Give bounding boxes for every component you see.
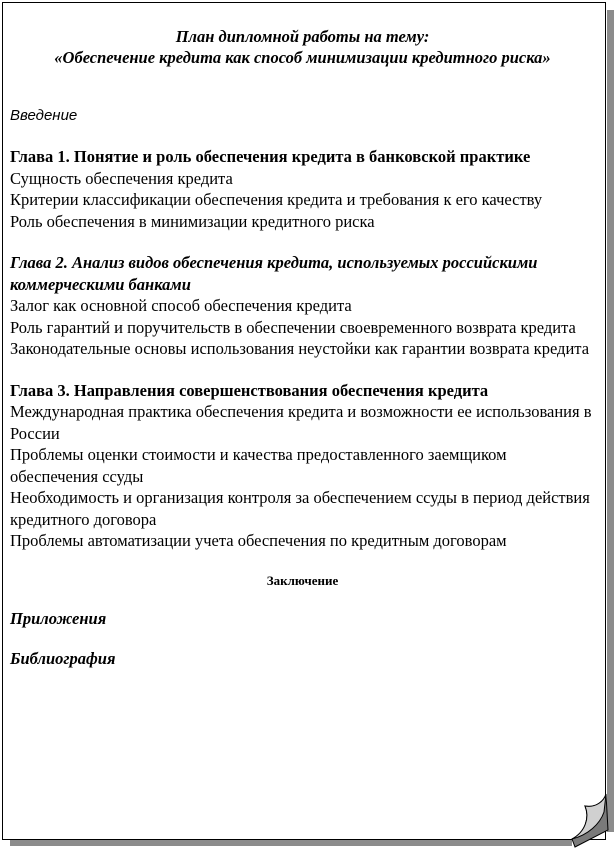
chapter-2-heading: Глава 2. Анализ видов обеспечения кредита, используемых российскими коммерческими банками [10,253,538,294]
chapter-3-heading: Глава 3. Направления совершенствования обеспечения кредита [10,380,489,400]
plan-title-line-2: «Обеспечение кредита как способ минимизации кредитного риска» [54,48,551,67]
chapter-3 [10,380,595,552]
chapter-3-item: Проблемы автоматизации учета обеспечения по кредитным договорам [10,531,507,550]
plan-title [10,26,595,68]
page-shadow-right [607,10,614,832]
bibliography-heading: Библиография [10,648,116,668]
plan-title-line-1: План дипломной работы на тему: [175,27,430,46]
chapter-2-item: Роль гарантий и поручительств в обеспечении своевременного возврата кредита [10,317,576,337]
chapter-1-item: Критерии классификации обеспечения кредита и требования к его качеству [10,190,543,209]
chapter-2 [10,252,595,360]
appendix-heading: Приложения [10,608,107,628]
introduction-heading: Введение [10,107,78,124]
chapter-2-item: Залог как основной способ обеспечения кредита [10,296,352,315]
chapter-1-item: Сущность обеспечения кредита [10,168,233,188]
chapter-1 [10,146,595,232]
plan-content [10,26,595,669]
chapter-3-item: Проблемы оценки стоимости и качества предоставленного заемщиком обеспечения ссуды [10,445,507,486]
conclusion-heading: Заключение [266,572,339,588]
chapter-1-item: Роль обеспечения в минимизации кредитного риска [10,211,375,231]
chapter-3-item: Необходимость и организация контроля за обеспечением ссуды в период действия кредитного договора [10,488,590,529]
chapter-3-item: Международная практика обеспечения кредита и возможности ее использования в России [10,402,592,443]
chapter-1-heading: Глава 1. Понятие и роль обеспечения кредита в банковской практике [10,147,531,166]
chapter-2-item: Законодательные основы использования неустойки как гарантии возврата кредита [10,339,590,358]
